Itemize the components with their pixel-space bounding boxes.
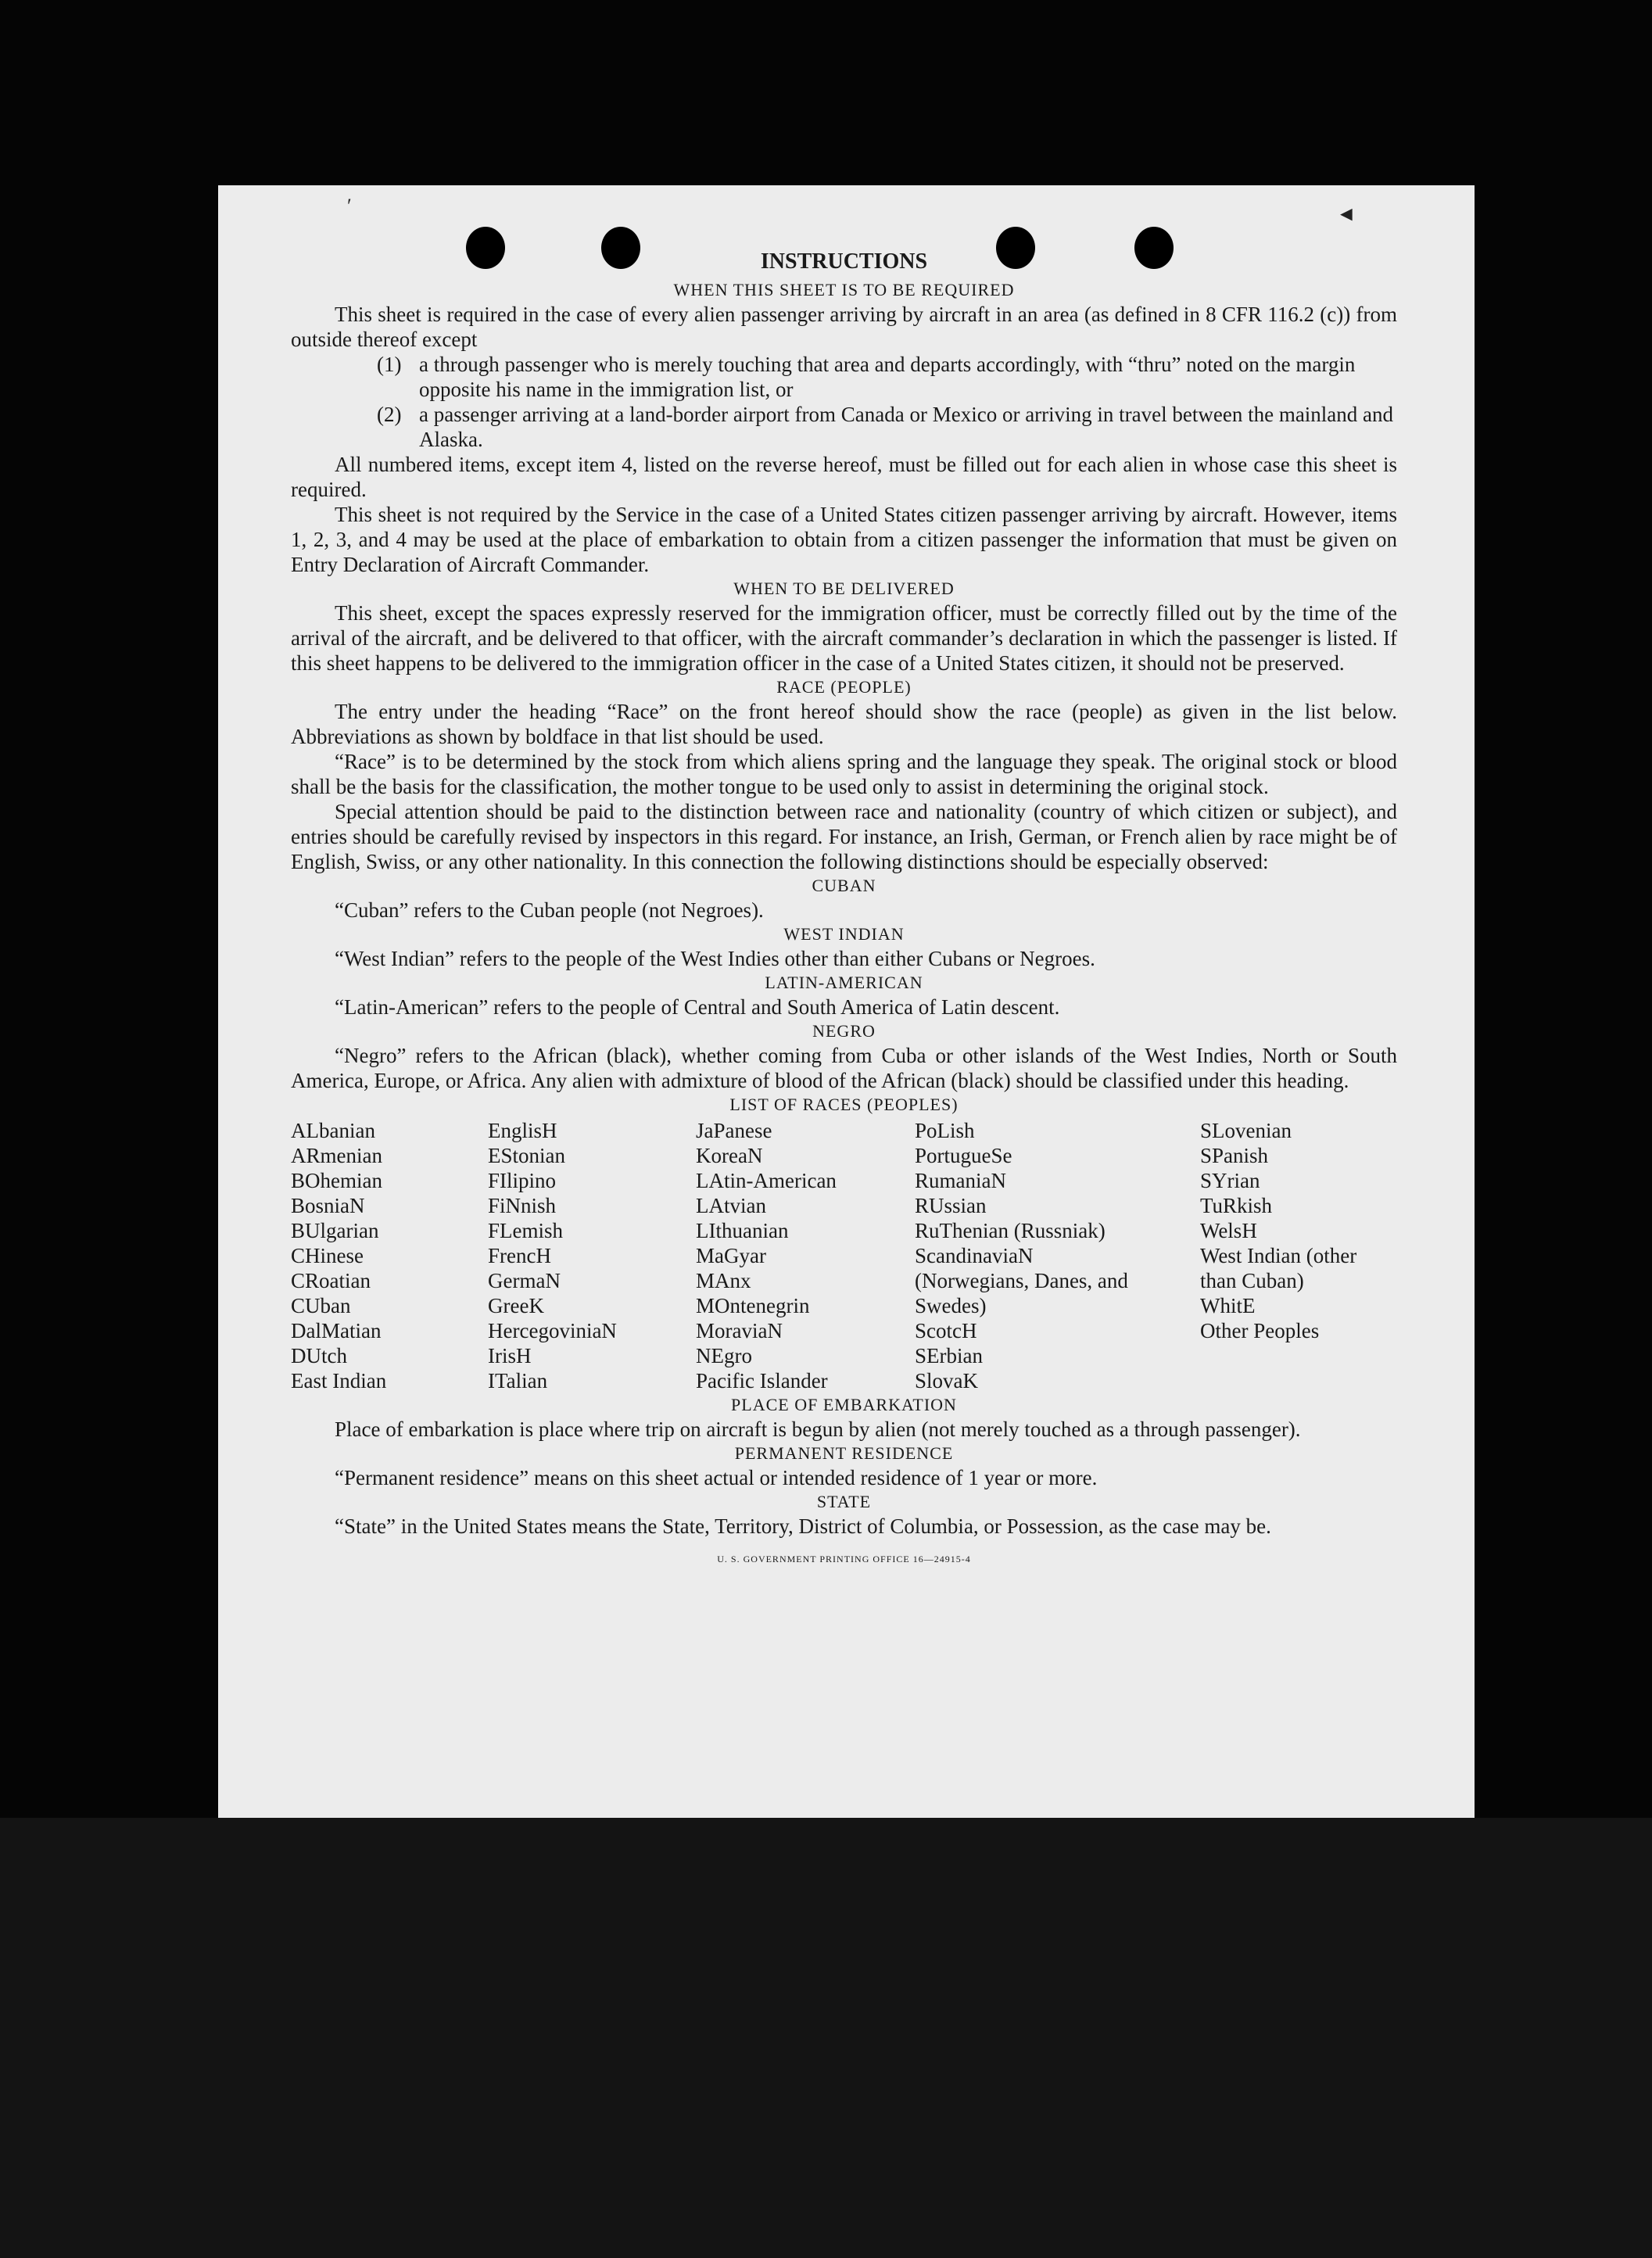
- section-heading: WEST INDIAN: [783, 924, 905, 944]
- item-text: a passenger arriving at a land-border airport from Canada or Mexico or arriving in travel between the mainland and Alaska.: [419, 403, 1394, 451]
- races-column: [1200, 1118, 1397, 1393]
- race-entry: BosniaN: [291, 1194, 365, 1217]
- race-entry: ScotcH: [915, 1319, 977, 1342]
- paragraph: “Negro” refers to the African (black), whether coming from Cuba or other islands of the West Indies, North or South America, Europe, or Africa. Any alien with admixture of blood of the African (black) should be classified under this heading.: [291, 1044, 1397, 1092]
- race-entry: RumaniaN: [915, 1169, 1006, 1192]
- section-heading: PERMANENT RESIDENCE: [734, 1443, 954, 1463]
- race-entry: LAtvian: [696, 1194, 766, 1217]
- race-entry: MaGyar: [696, 1244, 766, 1267]
- races-group: [1200, 1293, 1397, 1343]
- section-heading: LATIN-AMERICAN: [765, 973, 923, 992]
- race-entry: BUlgarian: [291, 1219, 379, 1242]
- race-entry: ARmenian: [291, 1144, 382, 1167]
- race-entry: PoLish: [915, 1119, 975, 1142]
- race-entry: MoraviaN: [696, 1319, 783, 1342]
- section-heading: WHEN TO BE DELIVERED: [733, 579, 955, 598]
- printing-office-footer: U. S. GOVERNMENT PRINTING OFFICE 16—24915-4: [717, 1554, 971, 1564]
- race-entry: WelsH: [1200, 1219, 1257, 1242]
- race-entry: RUssian: [915, 1194, 987, 1217]
- races-list: [291, 1118, 1397, 1393]
- paragraph: “Cuban” refers to the Cuban people (not Negroes).: [335, 898, 764, 922]
- race-entry: CRoatian: [291, 1269, 371, 1292]
- race-entry: FIlipino: [488, 1169, 557, 1192]
- race-entry: NEgro: [696, 1344, 752, 1367]
- paragraph: This sheet, except the spaces expressly reserved for the immigration officer, must be correctly filled out by the time of the arrival of the aircraft, and be delivered to that officer, with the aircraft commander’s declaration in which the passenger is listed. If this sheet happens to be delivered to the immigration officer in the case of a United States citizen, it should not be preserved.: [291, 601, 1397, 675]
- race-entry: SlovaK: [915, 1369, 978, 1392]
- section-heading: RACE (PEOPLE): [776, 677, 912, 697]
- race-entry: CHinese: [291, 1244, 364, 1267]
- race-entry: FLemish: [488, 1219, 564, 1242]
- section-heading: STATE: [816, 1492, 872, 1511]
- race-entry: LIthuanian: [696, 1219, 789, 1242]
- race-entry: HercegoviniaN: [488, 1319, 617, 1342]
- races-column: [915, 1118, 1200, 1393]
- background-lower: [0, 1818, 1652, 2258]
- race-entry: MAnx: [696, 1269, 751, 1292]
- paragraph: This sheet is not required by the Service in the case of a United States citizen passenger arriving by aircraft. However, items 1, 2, 3, and 4 may be used at the place of embarkation to obtain from a citizen passenger the information that must be given on Entry Declaration of Aircraft Commander.: [291, 503, 1397, 576]
- races-column: [291, 1118, 488, 1393]
- races-group: [915, 1118, 1200, 1243]
- race-entry: ITalian: [488, 1369, 548, 1392]
- section-heading: LIST OF RACES (PEOPLES): [729, 1095, 959, 1114]
- paragraph: “State” in the United States means the State, Territory, District of Columbia, or Possession, as the case may be.: [335, 1514, 1271, 1538]
- paragraph: Place of embarkation is place where trip on aircraft is begun by alien (not merely touched as a through passenger).: [335, 1418, 1301, 1441]
- race-entry: East Indian: [291, 1369, 387, 1392]
- list-item: [377, 402, 1397, 452]
- race-entry: SLovenian: [1200, 1119, 1292, 1142]
- race-entry: RuThenian (Russniak): [915, 1219, 1106, 1242]
- race-entry: SYrian: [1200, 1169, 1260, 1192]
- races-column: [488, 1118, 696, 1393]
- race-entry: JaPanese: [696, 1119, 772, 1142]
- paragraph: “Latin-American” refers to the people of Central and South America of Latin descent.: [335, 995, 1060, 1019]
- race-entry: PortugueSe: [915, 1144, 1012, 1167]
- race-entry: MOntenegrin: [696, 1294, 810, 1317]
- race-entry: KoreaN: [696, 1144, 763, 1167]
- races-group: [1200, 1118, 1397, 1243]
- section-heading: NEGRO: [812, 1021, 876, 1041]
- paragraph: All numbered items, except item 4, listed on the reverse hereof, must be filled out for each alien in whose case this sheet is required.: [291, 453, 1397, 501]
- race-entry: BOhemian: [291, 1169, 382, 1192]
- race-entry: Pacific Islander: [696, 1369, 828, 1392]
- race-entry: Other Peoples: [1200, 1319, 1320, 1342]
- race-entry: IrisH: [488, 1344, 532, 1367]
- race-entry: TuRkish: [1200, 1194, 1273, 1217]
- race-entry: West Indian (other than Cuban): [1200, 1244, 1357, 1292]
- stray-mark: ′: [347, 195, 352, 217]
- paragraph: Special attention should be paid to the distinction between race and nationality (country of which citizen or subject), and entries should be carefully revised by inspectors in this regard. For instance, an Irish, German, or French alien by race might be of English, Swiss, or any other nationality. In this connection the following distinctions should be especially observed:: [291, 800, 1397, 873]
- item-number: (1): [377, 353, 402, 376]
- race-entry: FrencH: [488, 1244, 551, 1267]
- paragraph: “West Indian” refers to the people of the West Indies other than either Cubans or Negroes.: [335, 947, 1095, 970]
- race-entry: EnglisH: [488, 1119, 557, 1142]
- races-group: [915, 1318, 1200, 1393]
- race-entry: FiNnish: [488, 1194, 557, 1217]
- document-sheet: [218, 185, 1475, 1818]
- race-entry: LAtin-American: [696, 1169, 837, 1192]
- race-entry: SErbian: [915, 1344, 983, 1367]
- paragraph: “Race” is to be determined by the stock from which aliens spring and the language they speak. The original stock or blood shall be the basis for the classification, the mother tongue to be used only to assist in determining the original stock.: [291, 750, 1397, 798]
- race-entry: GermaN: [488, 1269, 561, 1292]
- race-entry: GreeK: [488, 1294, 544, 1317]
- section-heading: PLACE OF EMBARKATION: [731, 1395, 957, 1414]
- paragraph: The entry under the heading “Race” on the front hereof should show the race (people) as given in the list below. Abbreviations as shown by boldface in that list should be used.: [291, 700, 1397, 748]
- page-title: INSTRUCTIONS: [760, 249, 928, 274]
- race-entry: ScandinaviaN (Norwegians, Danes, and Swedes): [915, 1244, 1128, 1317]
- section-heading: WHEN THIS SHEET IS TO BE REQUIRED: [673, 280, 1015, 299]
- race-entry: DalMatian: [291, 1319, 382, 1342]
- paragraph: “Permanent residence” means on this sheet actual or intended residence of 1 year or more.: [335, 1466, 1098, 1489]
- races-column: [696, 1118, 915, 1393]
- item-number: (2): [377, 403, 402, 426]
- item-text: a through passenger who is merely touching that area and departs accordingly, with “thru” noted on the margin opposite his name in the immigration list, or: [419, 353, 1356, 401]
- section-heading: CUBAN: [812, 876, 876, 895]
- instructions-content: [291, 185, 1397, 1572]
- paragraph: This sheet is required in the case of every alien passenger arriving by aircraft in an area (as defined in 8 CFR 116.2 (c)) from outside thereof except: [291, 303, 1397, 351]
- race-entry: SPanish: [1200, 1144, 1269, 1167]
- race-entry: WhitE: [1200, 1294, 1256, 1317]
- race-entry: ALbanian: [291, 1119, 375, 1142]
- race-entry: EStonian: [488, 1144, 565, 1167]
- list-item: [377, 352, 1397, 402]
- stray-mark: ◄: [1336, 203, 1356, 225]
- race-entry: DUtch: [291, 1344, 347, 1367]
- race-entry: CUban: [291, 1294, 351, 1317]
